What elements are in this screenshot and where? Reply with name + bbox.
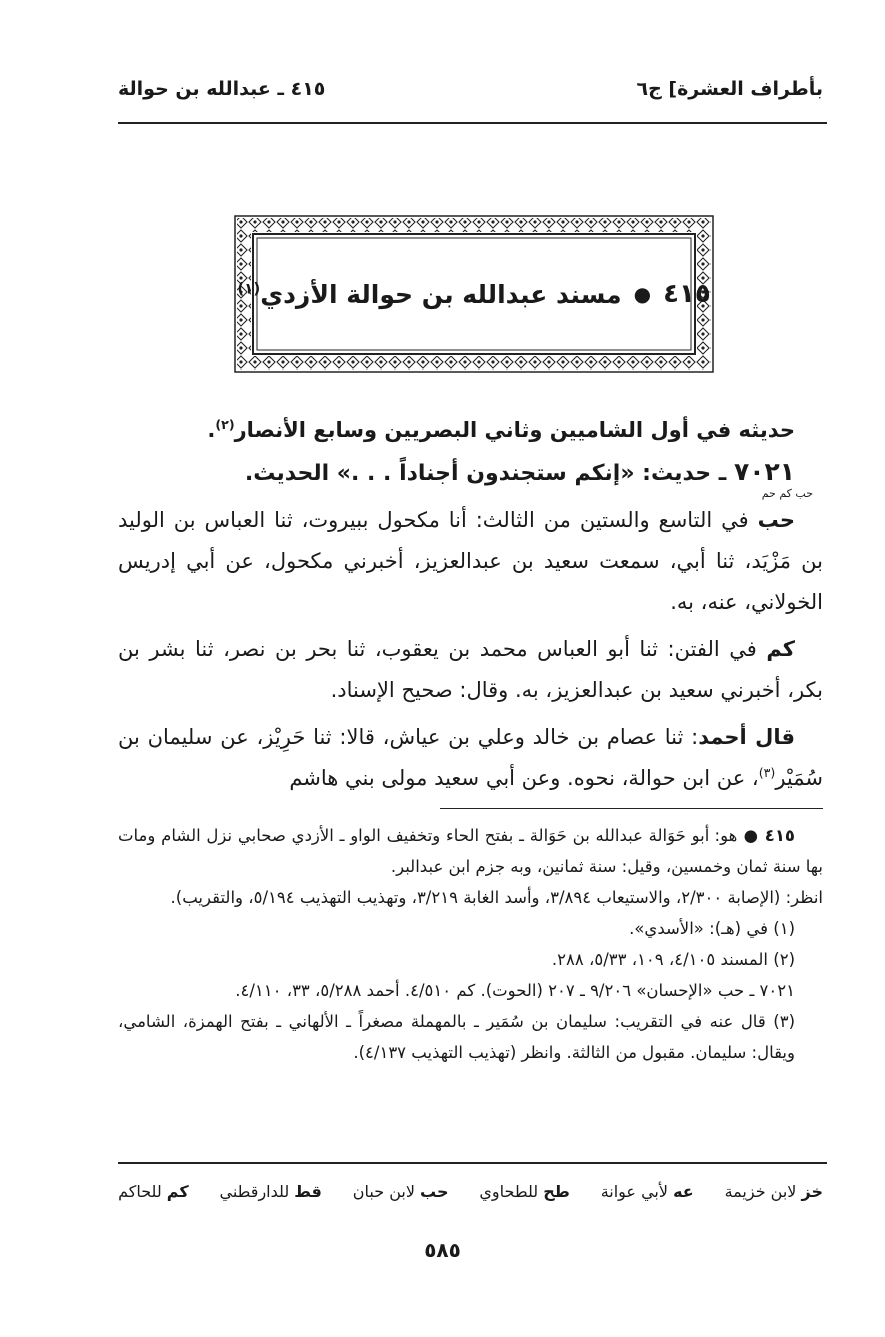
footnote-bio [118,820,823,882]
bullet-icon: ● [633,282,652,306]
paragraph-text: في التاسع والستين من الثالث: أنا مكحول ببيروت، ثنا العباس بن الوليد بن مَزْيَد، ثنا أبي، سمعت سعيد بن عبدالعزيز، أخبرني مكحول، عن أبي إدريس الخولاني، عنه، به. [118,508,823,614]
symbol-meaning: لأبي عوانة [600,1182,668,1201]
symbol-abbr: قط [294,1182,322,1201]
paragraph-ahmad [118,717,823,799]
symbol-abbr: خز [801,1182,823,1201]
section-number: ٤١٥ [663,279,711,309]
main-text [118,410,823,799]
footnote-ref-2: (٢) [215,417,235,432]
footnote-1: (١) في (هـ): «الأسدي». [629,919,795,938]
running-header-book-title: بأطراف العشرة] ج٦ [636,78,823,100]
footnote-bio-head: ٤١٥ ● [743,826,795,845]
footnote-ref-3: (٣) [758,765,776,780]
symbol-abbr: كم [166,1182,189,1201]
running-header-section: ٤١٥ ـ عبدالله بن حوالة [118,78,326,100]
symbol-meaning: للطحاوي [479,1182,539,1201]
section-title [234,215,714,373]
symbol-abbr: طح [543,1182,570,1201]
symbol-meaning: للدارقطني [219,1182,290,1201]
symbol-entry [220,1182,322,1212]
symbol-abbr: حب [420,1182,449,1201]
title-text: مسند عبدالله بن حوالة الأزدي [260,279,622,309]
paragraph-text: : ثنا عصام بن خالد وعلي بن عياش، قالا: ثنا حَرِيْز، عن سليمان بن سُمَيْر [118,725,823,790]
intro-line [118,410,823,451]
paragraph-ibn-hibban [118,500,823,623]
section-title-text [237,280,621,309]
symbol-meaning: للحاكم [118,1182,162,1201]
symbol-entry [118,1182,189,1212]
footnote-hadith: ٧٠٢١ ـ حب «الإحسان» ٩/٢٠٦ ـ ٢٠٧ (الحوت). كم ٤/٥١٠. أحمد ٥/٢٨٨، ٣٣، ٤/١١٠. [235,981,795,1000]
symbols-legend [118,1182,823,1212]
running-header [118,78,823,114]
source-abbr: قال أحمد [698,725,795,749]
footnotes [118,820,823,1068]
footnote-rule [440,808,823,809]
intro-text: حديثه في أول الشاميين وثاني البصريين وسابع الأنصار [234,418,795,442]
footnote-bio-text: هو: أبو حَوَالة عبدالله بن حَوَالة ـ بفتح الحاء وتخفيف الواو ـ الأزدي صحابي نزل الشام ومات بها سنة ثمان وخمسين، وقيل: سنة ثمانين، وبه جزم ابن عبدالبر. [118,826,823,876]
symbol-entry [601,1182,694,1212]
source-abbr: حب [757,508,795,532]
footnote-refs: انظر: (الإصابة ٢/٣٠٠، والاستيعاب ٣/٨٩٤، وأسد الغابة ٣/٢١٩، وتهذيب التهذيب ٥/١٩٤، والتقريب). [170,888,823,907]
paragraph-text-cont: ، عن ابن حوالة، نحوه. وعن أبي سعيد مولى بني هاشم [289,766,759,790]
symbol-entry [479,1182,569,1212]
intro-end: . [207,418,216,442]
symbol-entry [725,1182,823,1212]
hadith-number: ٧٠٢١ [733,457,795,486]
source-abbr: كم [766,637,795,661]
symbol-meaning: لابن خزيمة [724,1182,797,1201]
paragraph-text: في الفتن: ثنا أبو العباس محمد بن يعقوب، ثنا بحر بن نصر، ثنا بشر بن بكر، أخبرني سعيد بن عبدالعزيز، به. وقال: صحيح الإسناد. [118,637,823,702]
footnote-2: (٢) المسند ٤/١٠٥، ١٠٩، ٥/٣٣، ٢٨٨. [551,950,795,969]
paragraph-hakim [118,629,823,711]
footnote-ref-1: (١) [237,279,261,298]
header-rule [118,122,827,124]
symbol-meaning: لابن حبان [352,1182,415,1201]
footnote-3: (٣) قال عنه في التقريب: سليمان بن سُمَير ـ بالمهملة مصغراً ـ الألهاني ـ بفتح الهمزة، الشامي، ويقال: سليمان. مقبول من الثالثة. وانظر (تهذيب التهذيب ٤/١٣٧). [118,1012,795,1062]
symbol-abbr: عه [673,1182,694,1201]
symbols-rule [118,1162,827,1164]
section-title-frame [234,215,714,373]
source-symbols: حب كم حم [761,487,813,500]
symbol-entry [353,1182,449,1212]
page-number: ٥٨٥ [424,1238,461,1262]
hadith-text: ـ حديث: «إنكم ستجندون أجناداً . . .» الحديث. [244,461,727,486]
